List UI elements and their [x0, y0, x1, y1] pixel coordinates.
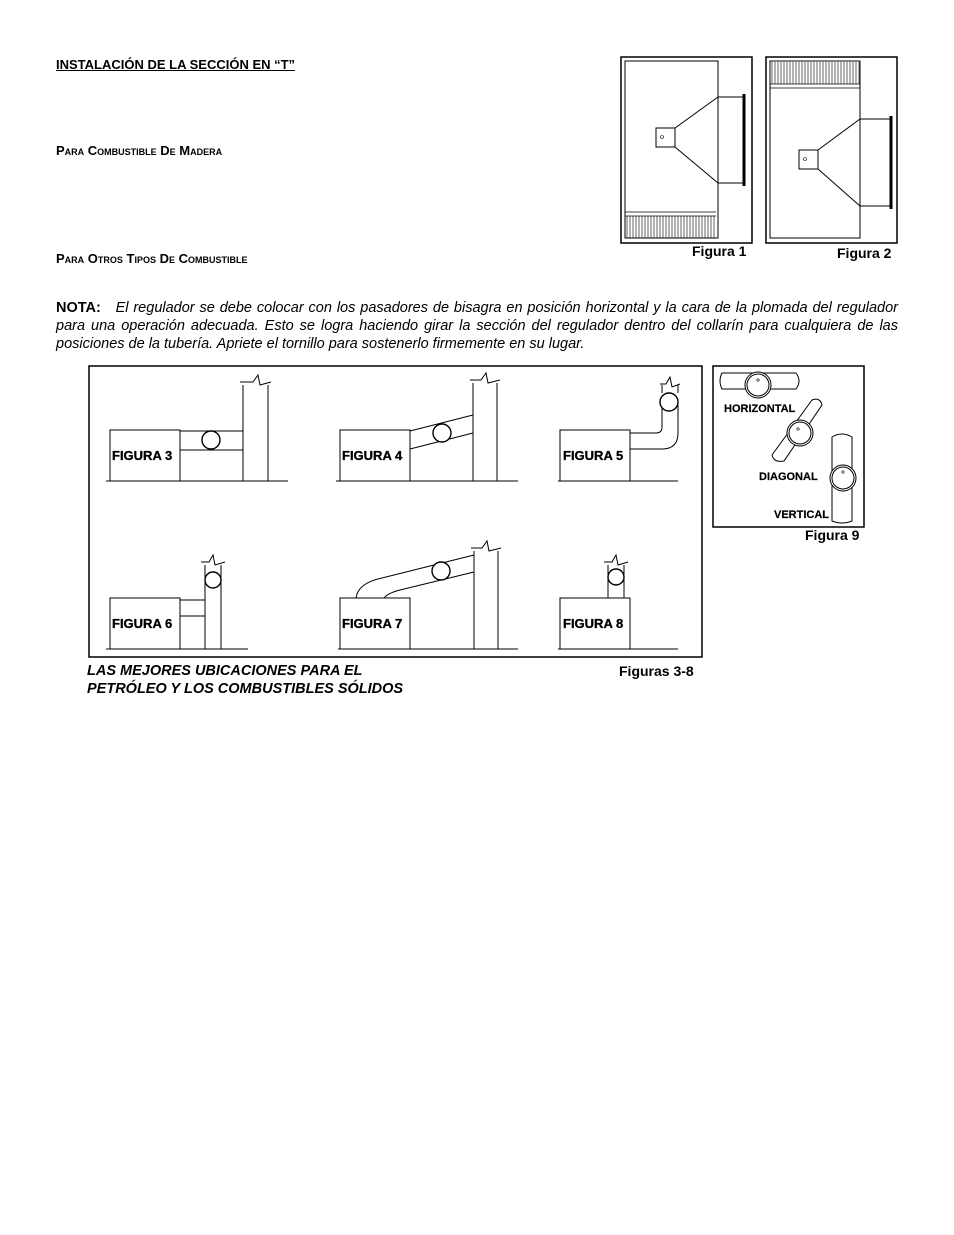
figure-6-diagram [106, 555, 248, 649]
figure-9-orientation-diagram [712, 365, 865, 528]
best-locations-line-1: LAS MEJORES UBICACIONES PARA EL [87, 663, 363, 679]
horizontal-pipe [720, 372, 799, 398]
section-heading: INSTALACIÓN DE LA SECCIÓN EN “T” [56, 57, 296, 72]
figure-3-diagram [106, 375, 288, 481]
figure-5-label: FIGURA 5 [563, 448, 624, 463]
figures-3-8-diagram [88, 365, 704, 659]
figure-6-label: FIGURA 6 [112, 616, 173, 631]
figure-7-label: FIGURA 7 [342, 616, 403, 631]
vertical-pipe [830, 434, 856, 523]
figure-2-tee-diagram [765, 56, 898, 244]
label-diagonal: DIAGONAL [759, 471, 818, 483]
figure-1-tee-diagram [620, 56, 753, 244]
best-locations-line-2: PETRÓLEO Y LOS COMBUSTIBLES SÓLIDOS [87, 681, 404, 697]
figure-1-caption: Figura 1 [692, 243, 747, 259]
figure-7-diagram [338, 541, 518, 649]
note-text: El regulador se debe colocar con los pasadores de bisagra en posición horizontal y la cara de la plomada del regulador para una operación adecuada. Esto se logra haciendo girar la sección del regulador dentro del collarín para cualquiera de las posiciones de la tubería. Apriete el tornillo para sostenerlo firmemente en su lugar. [56, 300, 898, 352]
figure-5-diagram [558, 377, 680, 481]
subheading-other-fuels: Para Otros Tipos De Combustible [56, 251, 248, 266]
label-horizontal: HORIZONTAL [724, 403, 796, 415]
subheading-wood-fuel: Para Combustible De Madera [56, 143, 223, 158]
figure-3-label: FIGURA 3 [112, 448, 173, 463]
figure-4-diagram [336, 373, 518, 481]
note-label: NOTA: [56, 300, 101, 316]
figure-4-label: FIGURA 4 [342, 448, 403, 463]
figure-2-caption: Figura 2 [837, 245, 892, 261]
figure-8-label: FIGURA 8 [563, 616, 624, 631]
figure-8-diagram [558, 555, 678, 649]
figures-3-8-caption: Figuras 3-8 [619, 663, 694, 679]
note-paragraph [56, 299, 898, 353]
figure-9-caption: Figura 9 [805, 527, 860, 543]
label-vertical: VERTICAL [774, 509, 829, 521]
best-locations-caption [87, 662, 403, 698]
